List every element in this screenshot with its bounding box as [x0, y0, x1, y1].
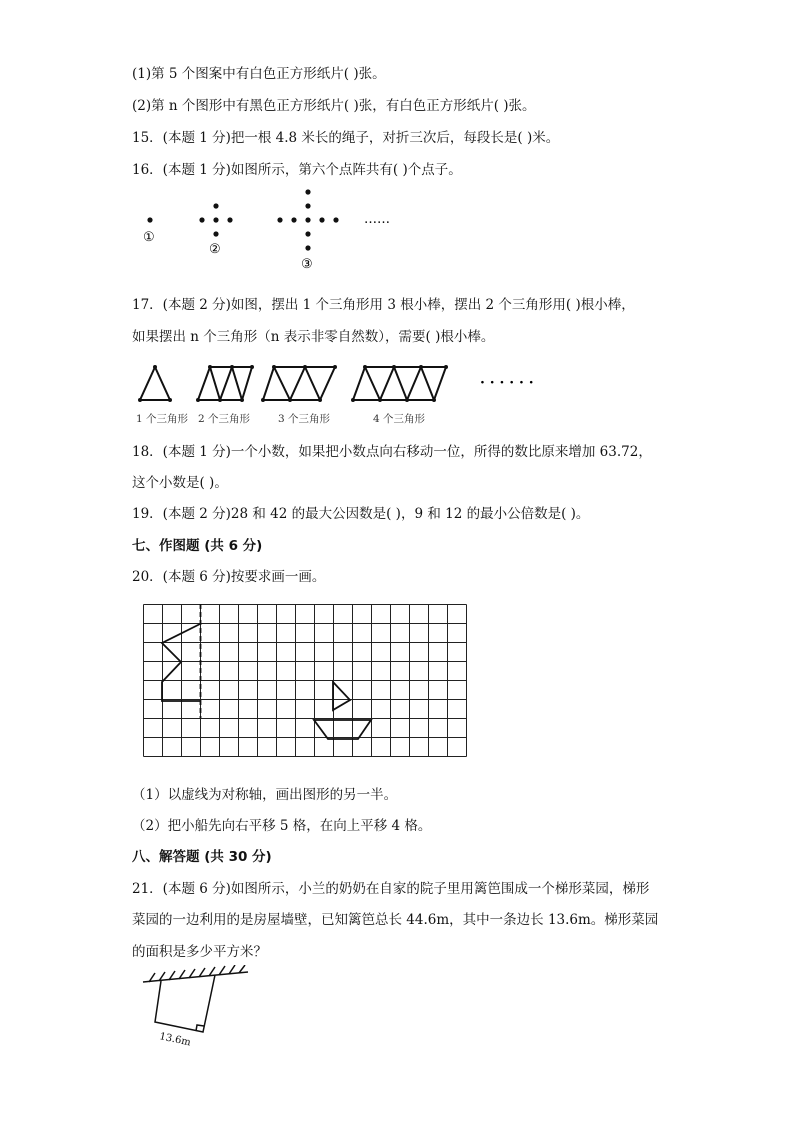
- q20: 20．(本题 6 分)按要求画一画。: [132, 569, 326, 585]
- trapezoid-garden-figure: [135, 965, 260, 1050]
- dot: [147, 217, 152, 222]
- triangle-group-1: [140, 367, 170, 400]
- q18-line1: 18．(本题 1 分)一个小数，如果把小数点向右移动一位，所得的数比原来增加 63.72，: [132, 444, 652, 460]
- q19: 19．(本题 2 分)28 和 42 的最大公因数是( )，9 和 12 的最小公倍数是( )。: [132, 506, 590, 522]
- q18-line2: 这个小数是( )。: [132, 475, 228, 491]
- triangle-label-3: 3 个三角形: [278, 413, 331, 425]
- dot-label-3: ③: [301, 257, 313, 272]
- triangle-group-2: [198, 367, 252, 400]
- q14-part2: (2)第 n 个图形中有黑色正方形纸片( )张，有白色正方形纸片( )张。: [132, 98, 536, 114]
- q17-line2: 如果摆出 n 个三角形（n 表示非零自然数），需要( )根小棒。: [132, 329, 495, 345]
- q20-part1: （1）以虚线为对称轴，画出图形的另一半。: [132, 787, 398, 803]
- dot: [305, 189, 310, 194]
- q21-line3: 的面积是多少平方米？: [132, 944, 267, 960]
- triangle-ellipsis: · · · · · ·: [480, 375, 534, 391]
- grid-figure: [140, 600, 472, 764]
- q21-line1: 21．(本题 6 分)如图所示，小兰的奶奶在自家的院子里用篱笆围成一个梯形菜园，梯形: [132, 881, 650, 897]
- dot: [213, 217, 218, 222]
- dot: [305, 203, 310, 208]
- dot: [227, 217, 232, 222]
- dot-label-2: ②: [209, 242, 221, 257]
- q15: 15．(本题 1 分)把一根 4.8 米长的绳子，对折三次后，每段长是( )米。: [132, 130, 560, 146]
- boat-hull: [314, 720, 371, 739]
- dot: [305, 245, 310, 250]
- triangle-label-1: 1 个三角形: [136, 413, 189, 425]
- section-7-heading: 七、作图题 (共 6 分): [132, 538, 263, 554]
- section-8-heading: 八、解答题 (共 30 分): [132, 849, 272, 865]
- q17-line1: 17．(本题 2 分)如图，摆出 1 个三角形用 3 根小棒，摆出 2 个三角形用( )根小棒，: [132, 297, 635, 313]
- dot: [213, 231, 218, 236]
- dot-label-1: ①: [143, 230, 155, 245]
- dot: [277, 217, 282, 222]
- triangle-label-4: 4 个三角形: [373, 413, 426, 425]
- triangle-group-4: [353, 367, 446, 400]
- q14-part1: (1)第 5 个图案中有白色正方形纸片( )张。: [132, 66, 386, 82]
- dot: [199, 217, 204, 222]
- dot: [305, 231, 310, 236]
- dot: [291, 217, 296, 222]
- triangle-group-3: [263, 367, 335, 400]
- q20-part2: （2）把小船先向右平移 5 格，在向上平移 4 格。: [132, 818, 432, 834]
- dot: [305, 217, 310, 222]
- trapezoid-fence: [155, 975, 215, 1032]
- dot: [319, 217, 324, 222]
- q16: 16．(本题 1 分)如图所示，第六个点阵共有( )个点子。: [132, 162, 462, 178]
- dot: [333, 217, 338, 222]
- q21-line2: 菜园的一边利用的是房屋墙壁，已知篱笆总长 44.6m，其中一条边长 13.6m。梯形菜园: [132, 912, 659, 928]
- triangle-sticks-figure: [130, 355, 560, 430]
- dot: [213, 203, 218, 208]
- boat-sail: [333, 682, 350, 710]
- triangle-label-2: 2 个三角形: [198, 413, 251, 425]
- side-length-label: 13.6m: [158, 1031, 192, 1049]
- dot-ellipsis: ……: [364, 212, 390, 227]
- dot-lattice-figure: [130, 185, 420, 275]
